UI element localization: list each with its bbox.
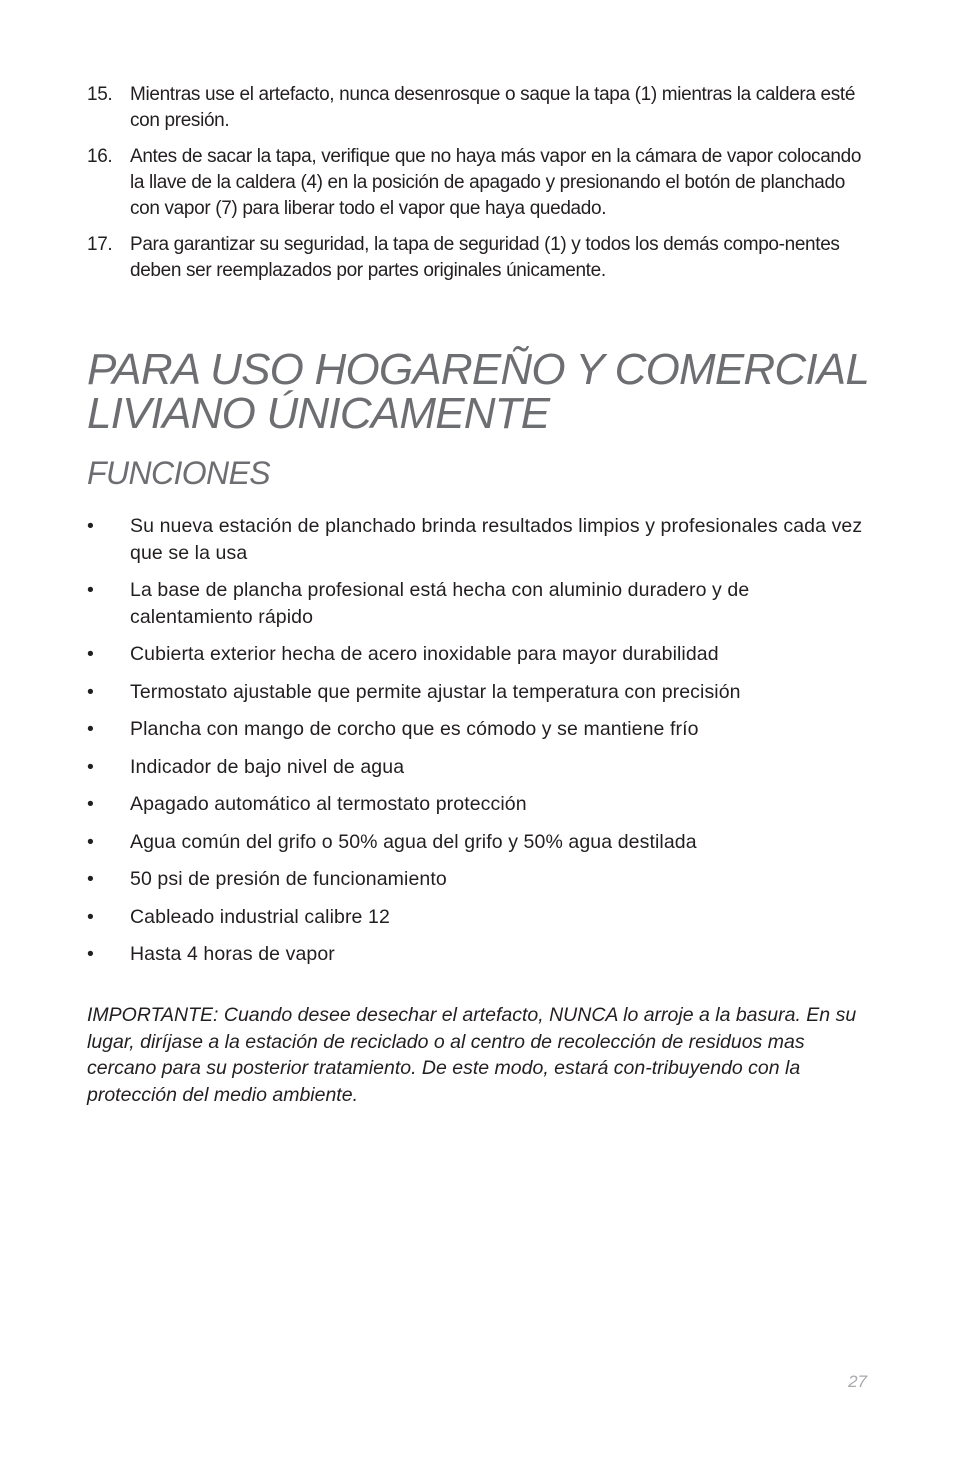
safety-item xyxy=(87,144,867,222)
bullet-icon: • xyxy=(87,680,94,703)
feature-item xyxy=(87,941,867,968)
features-subheading: FUNCIONES xyxy=(87,455,271,491)
safety-instructions-list xyxy=(87,82,867,294)
item-number: 16. xyxy=(87,146,113,167)
features-list xyxy=(87,513,867,979)
feature-item xyxy=(87,679,867,706)
bullet-icon: • xyxy=(87,830,94,853)
feature-text: Agua común del grifo o 50% agua del grifo y 50% agua destilada xyxy=(130,830,697,853)
section-heading-line-1: PARA USO HOGAREÑO Y COMERCIAL xyxy=(87,345,870,394)
bullet-icon: • xyxy=(87,579,94,601)
feature-item xyxy=(87,513,867,566)
feature-text: Indicador de bajo nivel de agua xyxy=(130,755,405,778)
feature-item xyxy=(87,716,867,743)
item-number: 17. xyxy=(87,234,113,255)
feature-item xyxy=(87,577,867,630)
important-note: IMPORTANTE: Cuando desee desechar el artefacto, NUNCA lo arroje a la basura. En su lugar, diríjase a la estación de reciclado o al centro de recolección de residuos mas cercano para su posterior tratamiento. De este modo, estará con-tribuyendo con la protección del medio ambiente. xyxy=(87,1004,857,1106)
bullet-icon: • xyxy=(87,515,94,537)
feature-text: Plancha con mango de corcho que es cómodo y se mantiene frío xyxy=(130,718,699,740)
feature-item xyxy=(87,866,867,893)
feature-text: La base de plancha profesional está hecha con aluminio duradero y de calentamiento rápido xyxy=(130,579,750,628)
item-text: Antes de sacar la tapa, verifique que no haya más vapor en la cámara de vapor colocando la llave de la caldera (4) en la posición de apagado y presionando el botón de planchado con vapor (7) para liberar todo el vapor que haya quedado. xyxy=(130,146,862,219)
feature-text: 50 psi de presión de funcionamiento xyxy=(130,868,447,890)
feature-text: Su nueva estación de planchado brinda resultados limpios y profesionales cada vez que se la usa xyxy=(130,515,863,564)
feature-text: Apagado automático al termostato protección xyxy=(130,793,527,815)
feature-text: Cableado industrial calibre 12 xyxy=(130,905,390,928)
feature-item xyxy=(87,904,867,931)
bullet-icon: • xyxy=(87,943,94,965)
section-heading xyxy=(87,345,887,438)
bullet-icon: • xyxy=(87,793,94,815)
feature-text: Hasta 4 horas de vapor xyxy=(130,943,335,965)
item-text: Para garantizar su seguridad, la tapa de seguridad (1) y todos los demás compo-nentes deben ser reemplazados por partes originales únicamente. xyxy=(130,234,840,281)
page-number: 27 xyxy=(848,1372,867,1391)
section-heading-line-2: LIVIANO ÚNICAMENTE xyxy=(87,389,550,438)
feature-text: Cubierta exterior hecha de acero inoxidable para mayor durabilidad xyxy=(130,643,719,665)
feature-item xyxy=(87,791,867,818)
item-number: 15. xyxy=(87,84,113,105)
feature-item xyxy=(87,641,867,668)
feature-item xyxy=(87,829,867,856)
bullet-icon: • xyxy=(87,905,94,928)
item-text: Mientras use el artefacto, nunca desenrosque o saque la tapa (1) mientras la caldera esté con presión. xyxy=(130,84,856,131)
feature-item xyxy=(87,754,867,781)
safety-item xyxy=(87,82,867,134)
safety-item xyxy=(87,232,867,284)
bullet-icon: • xyxy=(87,643,94,665)
bullet-icon: • xyxy=(87,718,94,740)
feature-text: Termostato ajustable que permite ajustar la temperatura con precisión xyxy=(130,680,741,703)
bullet-icon: • xyxy=(87,755,94,778)
bullet-icon: • xyxy=(87,868,94,890)
